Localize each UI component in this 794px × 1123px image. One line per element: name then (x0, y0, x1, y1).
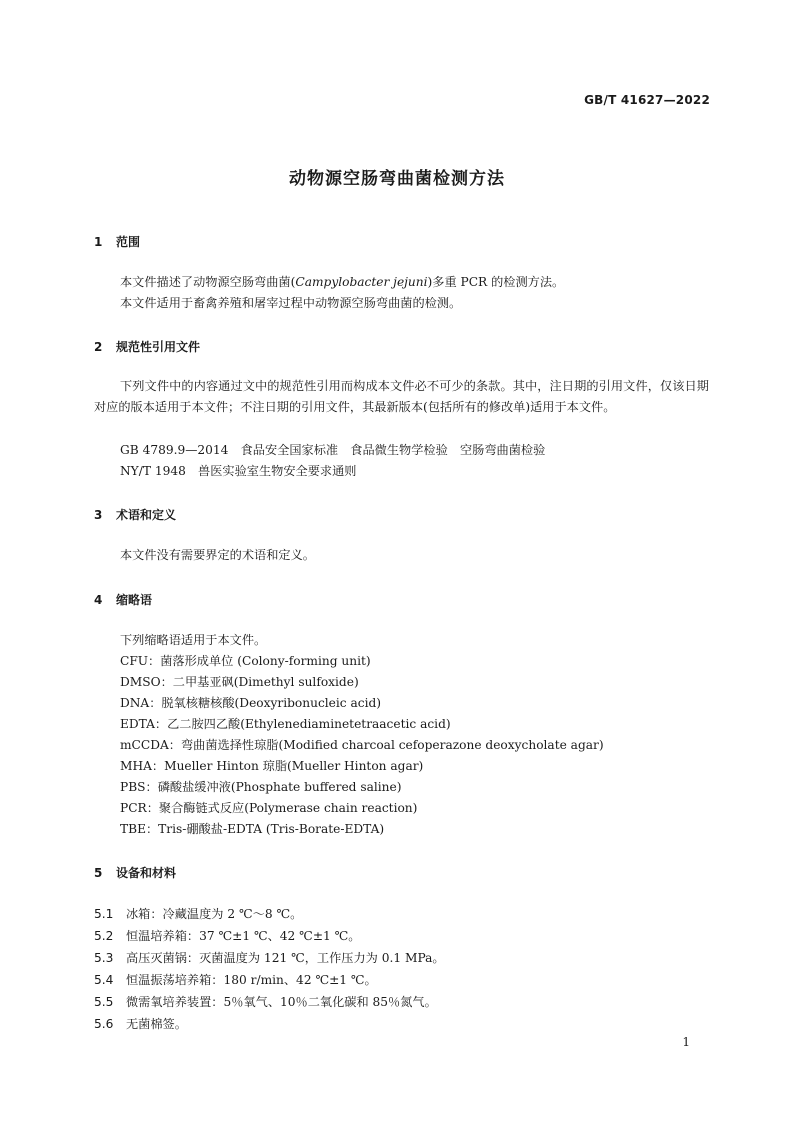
item-text: 冰箱：冷藏温度为 2 ℃～8 ℃。 (126, 907, 303, 921)
item-number: 5.5 (94, 995, 114, 1009)
item-number: 5.6 (94, 1017, 114, 1031)
abbreviation-item: MHA：Mueller Hinton 琼脂(Mueller Hinton agar) (120, 759, 424, 773)
item-number: 5.3 (94, 951, 114, 965)
section-number: 5 (94, 866, 103, 880)
item-number: 5.1 (94, 907, 114, 921)
abbreviation-item: TBE：Tris-硼酸盐-EDTA (Tris-Borate-EDTA) (120, 822, 385, 836)
abbreviation-item: mCCDA：弯曲菌选择性琼脂(Modified charcoal cefoperazone deoxycholate agar) (120, 738, 604, 752)
abbreviation-item: PBS：磷酸盐缓冲液(Phosphate buffered saline) (120, 780, 402, 794)
section-heading-5 (94, 864, 176, 881)
equipment-item (94, 993, 437, 1010)
page-number: 1 (682, 1035, 690, 1049)
section-heading-2 (94, 338, 200, 355)
section-title: 设备和材料 (116, 866, 177, 880)
document-title: 动物源空肠弯曲菌检测方法 (289, 169, 505, 189)
reference-item: NY/T 1948 兽医实验室生物安全要求通则 (120, 464, 357, 478)
section-number: 3 (94, 508, 103, 522)
abbreviation-item: DNA：脱氧核糖核酸(Deoxyribonucleic acid) (120, 696, 382, 710)
equipment-item (94, 905, 302, 922)
standard-number: GB/T 41627—2022 (584, 93, 710, 107)
item-text: 微需氧培养装置：5％氧气、10％二氧化碳和 85％氮气。 (126, 995, 437, 1009)
scope-paragraph-2: 本文件适用于畜禽养殖和屠宰过程中动物源空肠弯曲菌的检测。 (120, 296, 462, 310)
item-text: 恒温振荡培养箱：180 r/min、42 ℃±1 ℃。 (126, 973, 377, 987)
equipment-item (94, 949, 445, 966)
section-number: 2 (94, 340, 103, 354)
abbreviation-item: CFU：菌落形成单位 (Colony-forming unit) (120, 654, 371, 668)
terms-paragraph: 本文件没有需要界定的术语和定义。 (120, 548, 315, 562)
equipment-item (94, 927, 360, 944)
section-title: 范围 (116, 235, 141, 249)
equipment-item (94, 1015, 187, 1032)
section-title: 术语和定义 (116, 508, 177, 522)
section-heading-1 (94, 233, 140, 250)
equipment-item (94, 971, 377, 988)
reference-item: GB 4789.9—2014 食品安全国家标准 食品微生物学检验 空肠弯曲菌检验 (120, 443, 546, 457)
section-heading-4 (94, 591, 152, 608)
normative-references-paragraph: 下列文件中的内容通过文中的规范性引用而构成本文件必不可少的条款。其中，注日期的引用文件，仅该日期对应的版本适用于本文件；不注日期的引用文件，其最新版本(包括所有的修改单)适用于本文件。 (94, 379, 709, 414)
item-text: 恒温培养箱：37 ℃±1 ℃、42 ℃±1 ℃。 (126, 929, 361, 943)
section-heading-3 (94, 506, 176, 523)
item-text: 高压灭菌锅：灭菌温度为 121 ℃，工作压力为 0.1 MPa。 (126, 951, 445, 965)
abbreviation-item: EDTA：乙二胺四乙酸(Ethylenediaminetetraacetic acid) (120, 717, 451, 731)
section-title: 缩略语 (116, 593, 153, 607)
species-name: Campylobacter jejuni (295, 275, 428, 289)
text-run: 本文件描述了动物源空肠弯曲菌( (120, 275, 296, 289)
scope-paragraph-1 (120, 272, 564, 293)
section-title: 规范性引用文件 (116, 340, 201, 354)
abbreviations-intro: 下列缩略语适用于本文件。 (120, 633, 267, 647)
abbreviation-item: DMSO：二甲基亚砜(Dimethyl sulfoxide) (120, 675, 359, 689)
section-number: 1 (94, 235, 103, 249)
item-number: 5.2 (94, 929, 114, 943)
text-run: )多重 PCR 的检测方法。 (427, 275, 565, 289)
item-number: 5.4 (94, 973, 114, 987)
item-text: 无菌棉签。 (126, 1017, 187, 1031)
section-number: 4 (94, 593, 103, 607)
abbreviation-item: PCR：聚合酶链式反应(Polymerase chain reaction) (120, 801, 418, 815)
